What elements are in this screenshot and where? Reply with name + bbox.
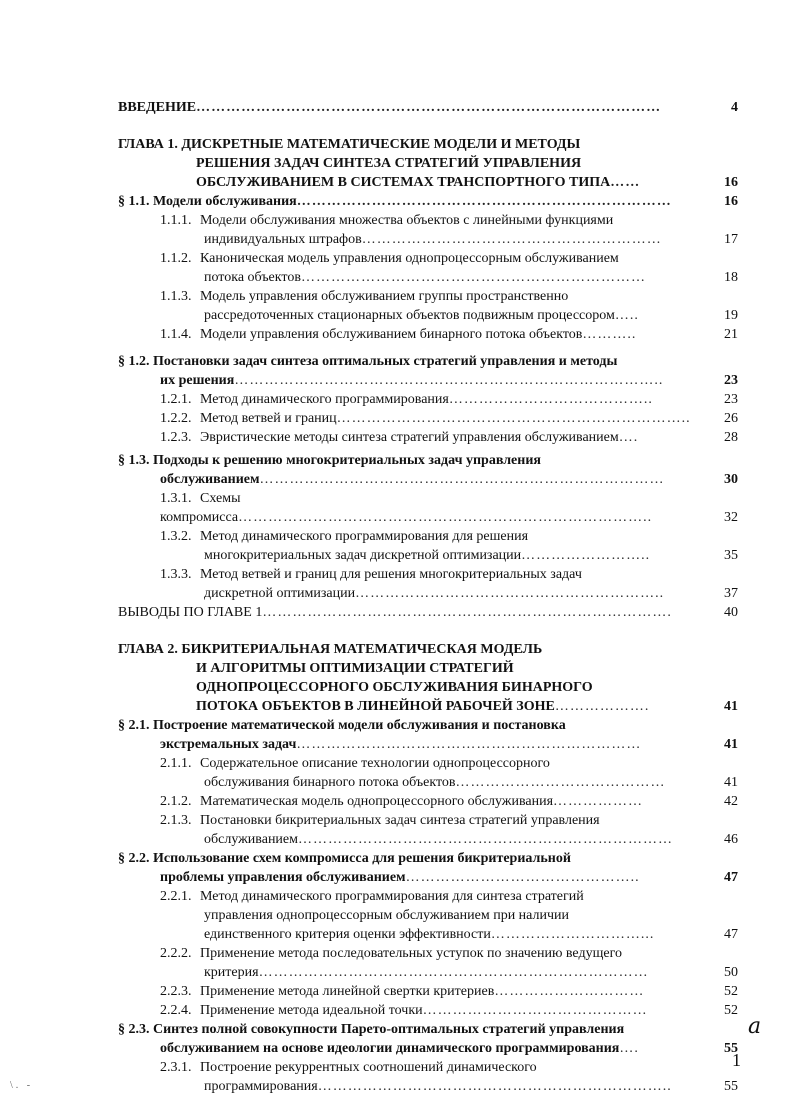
toc-subsection-2-1-2[interactable]: 2.1.2. Математическая модель однопроцессорного обслуживания……………… 42 [160, 794, 738, 809]
toc-subsection-title-cont: потока объектов [204, 270, 301, 285]
toc-subsection-title: Модели обслуживания множества объектов с линейными функциями [200, 213, 614, 228]
toc-subsection-number: 1.3.2. [160, 529, 192, 544]
toc-subsection-title: Модель управления обслуживанием группы пространственно [200, 289, 569, 304]
toc-page-number: 55 [724, 1079, 738, 1094]
toc-section-title-cont: обслуживанием на основе идеологии динамического программирования [160, 1041, 620, 1056]
toc-subsection-title: Каноническая модель управления однопроцессорным обслуживанием [200, 251, 619, 266]
toc-subsection-title-cont: критерия [204, 965, 259, 980]
toc-subsection-2-1-1[interactable]: 2.1.1. Содержательное описание технологии однопроцессорного обслуживания бинарного потока объектов…………………………………… 41 [160, 756, 738, 790]
toc-section-title-cont: экстремальных задач [160, 737, 297, 752]
toc-page-number: 55 [724, 1041, 738, 1056]
toc-page-number: 50 [724, 965, 738, 980]
toc-page-number: 21 [724, 327, 738, 342]
toc-page-number: 23 [724, 373, 738, 388]
toc-subsection-title: Применение метода линейной свертки критериев [200, 984, 495, 999]
toc-subsection-title: Постановки бикритериальных задач синтеза стратегий управления [200, 813, 600, 828]
toc-subsection-number: 2.1.2. [160, 794, 192, 809]
toc-subsection-title: Метод динамического программирования для синтеза стратегий [200, 889, 584, 904]
toc-subsection-1-2-3[interactable]: 1.2.3. Эвристические методы синтеза стратегий управления обслуживанием…. 28 [160, 430, 738, 445]
toc-page-number: 19 [724, 308, 738, 323]
toc-subsection-number: 2.2.4. [160, 1003, 192, 1018]
toc-subsection-title: Эвристические методы синтеза стратегий управления обслуживанием [200, 430, 619, 445]
handwritten-mark: a [748, 1014, 762, 1039]
toc-subsection-title-cont: дискретной оптимизации [204, 586, 356, 601]
toc-page-number: 52 [724, 984, 738, 999]
toc-subsection-title: Метод ветвей и границ [200, 411, 337, 426]
toc-section-1-1[interactable]: § 1.1. Модели обслуживания………………………………………………………………… 16 [118, 194, 738, 209]
toc-subsection-number: 2.2.3. [160, 984, 192, 999]
toc-subsection-title: Метод ветвей и границ для решения многокритериальных задач [200, 567, 582, 582]
toc-subsection-1-1-3[interactable]: 1.1.3. Модель управления обслуживанием группы пространственно рассредоточенных стационарных объектов подвижным процессором….. 19 [160, 289, 738, 323]
toc-page-number: 41 [724, 775, 738, 790]
toc-page-number: 52 [724, 1003, 738, 1018]
toc-subsection-number: 2.1.1. [160, 756, 192, 771]
toc-section-2-2[interactable]: § 2.2. Использование схем компромисса для решения бикритериальной проблемы управления обслуживанием……………………………………….. 47 [118, 851, 738, 885]
toc-subsection-2-2-4[interactable]: 2.2.4. Применение метода идеальной точки……………………………………… 52 [160, 1003, 738, 1018]
toc-page-number: 28 [724, 430, 738, 445]
toc-chapter-2[interactable]: ГЛАВА 2. БИКРИТЕРИАЛЬНАЯ МАТЕМАТИЧЕСКАЯ МОДЕЛЬ И АЛГОРИТМЫ ОПТИМИЗАЦИИ СТРАТЕГИЙ ОДНОПРОЦЕССОРНОГО ОБСЛУЖИВАНИЯ БИНАРНОГО ПОТОКА ОБЪЕКТОВ В ЛИНЕЙНОЙ РАБОЧЕЙ ЗОНЕ………………. 41 [118, 642, 738, 714]
toc-section-title: § 1.3. Подходы к решению многокритериальных задач управления [118, 453, 541, 468]
toc-entry-title: ВВЕДЕНИЕ [118, 100, 197, 115]
toc-subsection-number: 2.3.1. [160, 1060, 192, 1075]
toc-subsection-title: Схемы компромисса [160, 491, 241, 525]
toc-page-number: 46 [724, 832, 738, 847]
toc-subsection-title: Метод динамического программирования для решения [200, 529, 529, 544]
table-of-contents [118, 98, 738, 1096]
toc-page-number: 32 [724, 510, 738, 525]
toc-subsection-title: Модели управления обслуживанием бинарного потока объектов [200, 327, 583, 342]
toc-subsection-title-cont: единственного критерия оценки эффективности [204, 927, 491, 942]
toc-section-title-cont: проблемы управления обслуживанием [160, 870, 406, 885]
toc-subsection-title-cont: обслуживания бинарного потока объектов [204, 775, 456, 790]
toc-chapter-title-cont: РЕШЕНИЯ ЗАДАЧ СИНТЕЗА СТРАТЕГИЙ УПРАВЛЕНИЯ [196, 156, 582, 171]
toc-subsection-1-1-1[interactable]: 1.1.1. Модели обслуживания множества объектов с линейными функциями индивидуальных штрафов…………………………………………………… 17 [160, 213, 738, 247]
toc-page-number: 23 [724, 392, 738, 407]
toc-section-2-1[interactable]: § 2.1. Построение математической модели обслуживания и постановка экстремальных задач…………………………………………………………… 41 [118, 718, 738, 752]
toc-section-title: § 2.2. Использование схем компромисса для решения бикритериальной [118, 851, 571, 866]
toc-subsection-number: 1.1.4. [160, 327, 192, 342]
toc-subsection-title-cont: управления однопроцессорным обслуживанием при наличии [204, 908, 570, 923]
toc-chapter-title-cont: ОБСЛУЖИВАНИЕМ В СИСТЕМАХ ТРАНСПОРТНОГО ТИПА [196, 175, 611, 190]
toc-subsection-2-2-2[interactable]: 2.2.2. Применение метода последовательных уступок по значению ведущего критерия…………………………………………………………………… 50 [160, 946, 738, 980]
toc-subsection-2-2-3[interactable]: 2.2.3. Применение метода линейной свертки критериев………………………… 52 [160, 984, 738, 999]
toc-section-1-3[interactable]: § 1.3. Подходы к решению многокритериальных задач управления обслуживанием……………………………………………………………………… 30 [118, 453, 738, 487]
toc-page-number: 17 [724, 232, 738, 247]
toc-subsection-number: 1.2.3. [160, 430, 192, 445]
toc-subsection-2-3-1[interactable]: 2.3.1. Построение рекуррентных соотношений динамического программирования…………………………………………………………….. 55 [160, 1060, 738, 1094]
toc-section-title: § 2.1. Построение математической модели обслуживания и постановка [118, 718, 566, 733]
toc-subsection-number: 1.2.2. [160, 411, 192, 426]
toc-subsection-number: 2.2.1. [160, 889, 192, 904]
toc-section-2-3[interactable]: § 2.3. Синтез полной совокупности Парето-оптимальных стратегий управления обслуживанием на основе идеологии динамического программирования…. 55 [118, 1022, 738, 1056]
toc-conclusions-1[interactable]: ВЫВОДЫ ПО ГЛАВЕ 1………………………………………………………………………. 40 [118, 605, 738, 620]
toc-section-title: § 1.2. Постановки задач синтеза оптимальных стратегий управления и методы [118, 354, 618, 369]
toc-subsection-number: 1.1.3. [160, 289, 192, 304]
toc-page-number: 47 [724, 870, 738, 885]
toc-chapter-title-cont: ПОТОКА ОБЪЕКТОВ В ЛИНЕЙНОЙ РАБОЧЕЙ ЗОНЕ [196, 699, 555, 714]
toc-entry-intro[interactable]: ВВЕДЕНИЕ………………………………………………………………………………… 4 [118, 100, 738, 115]
toc-subsection-1-3-2[interactable]: 1.3.2. Метод динамического программирования для решения многокритериальных задач дискретной оптимизации…………………….. 35 [160, 529, 738, 563]
toc-subsection-title: Метод динамического программирования [200, 392, 449, 407]
toc-page-number: 41 [724, 699, 738, 714]
toc-subsection-1-3-3[interactable]: 1.3.3. Метод ветвей и границ для решения многокритериальных задач дискретной оптимизации…………………………………………………….. 37 [160, 567, 738, 601]
toc-entry-title: ВЫВОДЫ ПО ГЛАВЕ 1 [118, 605, 263, 620]
toc-chapter-title: ГЛАВА 1. ДИСКРЕТНЫЕ МАТЕМАТИЧЕСКИЕ МОДЕЛИ И МЕТОДЫ [118, 137, 581, 152]
toc-subsection-number: 1.1.1. [160, 213, 192, 228]
toc-subsection-title-cont: индивидуальных штрафов [204, 232, 362, 247]
toc-subsection-1-3-1[interactable]: 1.3.1. Схемы компромисса……………………………………………………………………….. 32 [160, 491, 738, 525]
toc-page-number: 47 [724, 927, 738, 942]
toc-subsection-number: 2.1.3. [160, 813, 192, 828]
toc-subsection-number: 2.2.2. [160, 946, 192, 961]
toc-subsection-title-cont: программирования [204, 1079, 318, 1094]
toc-page-number: 16 [724, 194, 738, 209]
toc-subsection-title-cont: многокритериальных задач дискретной оптимизации [204, 548, 522, 563]
toc-subsection-2-1-3[interactable]: 2.1.3. Постановки бикритериальных задач синтеза стратегий управления обслуживанием………………………………………………………………… 46 [160, 813, 738, 847]
toc-page-number: 4 [731, 100, 738, 115]
toc-subsection-number: 1.3.3. [160, 567, 192, 582]
toc-chapter-title-cont: ОДНОПРОЦЕССОРНОГО ОБСЛУЖИВАНИЯ БИНАРНОГО [196, 680, 593, 695]
toc-subsection-title: Содержательное описание технологии однопроцессорного [200, 756, 550, 771]
toc-subsection-number: 1.1.2. [160, 251, 192, 266]
toc-page-number: 30 [724, 472, 738, 487]
toc-page-number: 35 [724, 548, 738, 563]
toc-chapter-title-cont: И АЛГОРИТМЫ ОПТИМИЗАЦИИ СТРАТЕГИЙ [196, 661, 514, 676]
toc-subsection-number: 1.2.1. [160, 392, 192, 407]
toc-subsection-1-2-2[interactable]: 1.2.2. Метод ветвей и границ…………………………………………………………….. 26 [160, 411, 738, 426]
toc-subsection-title-cont: обслуживанием [204, 832, 299, 847]
toc-subsection-title: Применение метода идеальной точки [200, 1003, 423, 1018]
toc-subsection-1-2-1[interactable]: 1.2.1. Метод динамического программирования………………………………….. 23 [160, 392, 738, 407]
toc-subsection-number: 1.3.1. [160, 491, 192, 506]
toc-subsection-2-2-1[interactable]: 2.2.1. Метод динамического программирования для синтеза стратегий управления однопроцессорным обслуживанием при наличии единственного критерия оценки эффективности…………………………... 47 [160, 889, 738, 942]
toc-chapter-1[interactable]: ГЛАВА 1. ДИСКРЕТНЫЕ МАТЕМАТИЧЕСКИЕ МОДЕЛИ И МЕТОДЫ РЕШЕНИЯ ЗАДАЧ СИНТЕЗА СТРАТЕГИЙ УПРАВЛЕНИЯ ОБСЛУЖИВАНИЕМ В СИСТЕМАХ ТРАНСПОРТНОГО ТИПА…… 16 [118, 137, 738, 190]
toc-section-title-cont: их решения [160, 373, 235, 388]
toc-chapter-title: ГЛАВА 2. БИКРИТЕРИАЛЬНАЯ МАТЕМАТИЧЕСКАЯ МОДЕЛЬ [118, 642, 543, 657]
toc-section-title-cont: обслуживанием [160, 472, 260, 487]
toc-page-number: 37 [724, 586, 738, 601]
page-number: 1 [732, 1050, 741, 1070]
toc-page-number: 42 [724, 794, 738, 809]
toc-subsection-title: Применение метода последовательных уступок по значению ведущего [200, 946, 622, 961]
toc-page-number: 16 [724, 175, 738, 190]
toc-subsection-1-1-2[interactable]: 1.1.2. Каноническая модель управления однопроцессорным обслуживанием потока объектов…………………………………………………………… 18 [160, 251, 738, 285]
toc-section-title: § 2.3. Синтез полной совокупности Парето-оптимальных стратегий управления [118, 1022, 625, 1037]
toc-subsection-title: Построение рекуррентных соотношений динамического [200, 1060, 537, 1075]
toc-section-1-2[interactable]: § 1.2. Постановки задач синтеза оптимальных стратегий управления и методы их решения………………………………………………………………………….. 23 [118, 354, 738, 388]
toc-page-number: 18 [724, 270, 738, 285]
toc-page-number: 41 [724, 737, 738, 752]
corner-marks: \. - [10, 1080, 34, 1091]
toc-subsection-1-1-4[interactable]: 1.1.4. Модели управления обслуживанием бинарного потока объектов……….. 21 [160, 327, 738, 342]
toc-section-title: § 1.1. Модели обслуживания [118, 194, 297, 209]
toc-subsection-title-cont: рассредоточенных стационарных объектов подвижным процессором [204, 308, 615, 323]
toc-page-number: 26 [724, 411, 738, 426]
toc-subsection-title: Математическая модель однопроцессорного обслуживания [200, 794, 554, 809]
toc-page-number: 40 [724, 605, 738, 620]
